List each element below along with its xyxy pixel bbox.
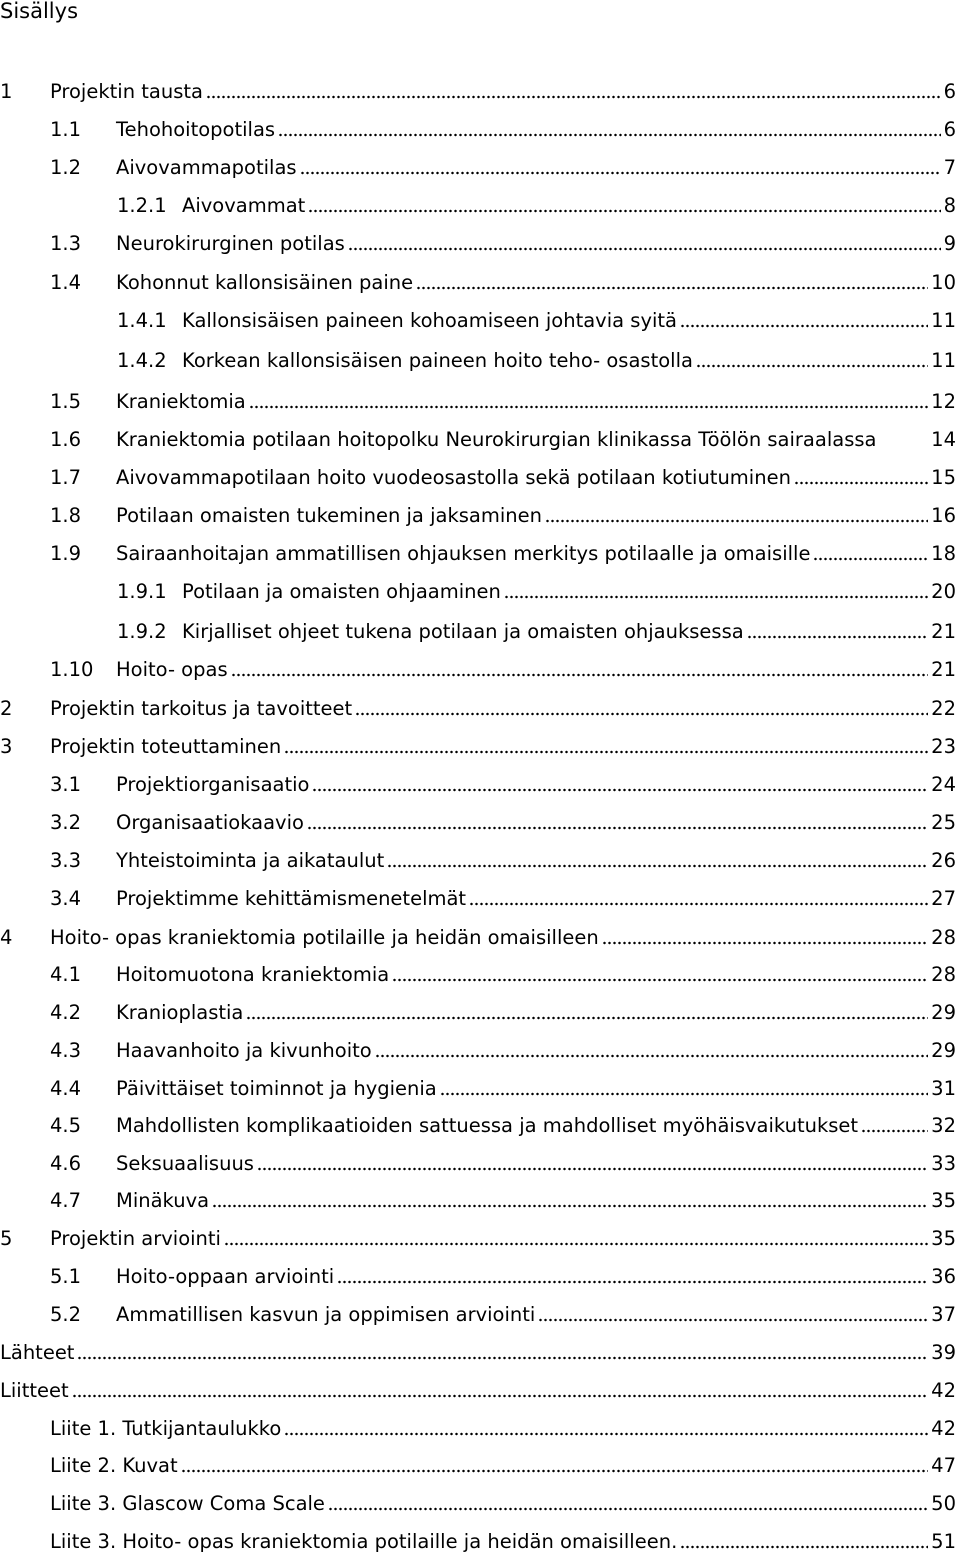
toc-dot-leader (348, 247, 941, 251)
toc-entry-page: 16 (931, 504, 956, 527)
toc-entry-title: Organisaatiokaavio (116, 811, 304, 834)
toc-entry-title: Kraniektomia (116, 390, 246, 413)
toc-entry-number: 1.10 (50, 658, 94, 681)
toc-entry-number: 4 (0, 926, 13, 949)
toc-dot-leader (308, 209, 940, 213)
toc-entry-title: Kallonsisäisen paineen kohoamiseen johtavia syitä (182, 309, 678, 332)
toc-dot-leader (77, 1356, 928, 1360)
toc-entry-page: 22 (931, 697, 956, 720)
toc-entry-page: 35 (931, 1227, 956, 1250)
toc-entry[interactable] (0, 734, 956, 760)
toc-entry[interactable] (50, 886, 956, 912)
toc-entry-page: 21 (931, 620, 956, 643)
toc-dot-leader (307, 826, 928, 830)
toc-entry-page: 29 (931, 1039, 956, 1062)
toc-dot-leader (212, 1204, 928, 1208)
toc-entry-number: 1.2.1 (117, 194, 167, 217)
toc-entry-title: Aivovammapotilas (116, 156, 297, 179)
toc-entry[interactable] (117, 193, 956, 219)
toc-entry-number: 1.8 (50, 504, 82, 527)
toc-entry-page: 11 (931, 309, 956, 332)
toc-dot-leader (416, 286, 928, 290)
toc-entry-number: 1.6 (50, 428, 82, 451)
toc-entry[interactable] (0, 1226, 956, 1252)
toc-entry[interactable] (50, 389, 956, 415)
toc-entry-number: 1.5 (50, 390, 82, 413)
toc-entry-title: Hoito- opas kraniektomia potilaille ja heidän omaisilleen (50, 926, 599, 949)
toc-entry-title: Ammatillisen kasvun ja oppimisen arviointi (116, 1303, 536, 1326)
toc-entry[interactable] (50, 1453, 956, 1479)
toc-entry-number: 5.2 (50, 1303, 82, 1326)
toc-entry-page: 15 (931, 466, 956, 489)
toc-entry-page: 27 (931, 887, 956, 910)
toc-entry-title: Neurokirurginen potilas (116, 232, 345, 255)
toc-entry-page: 11 (931, 349, 956, 372)
toc-entry-page: 12 (931, 390, 956, 413)
toc-dot-leader (206, 95, 941, 99)
toc-entry-number: 4.1 (50, 963, 82, 986)
toc-entry-page: 7 (943, 156, 956, 179)
toc-entry[interactable] (117, 308, 956, 334)
toc-entry-title: Hoito-oppaan arviointi (116, 1265, 335, 1288)
toc-entry-number: 3 (0, 735, 13, 758)
toc-entry-page: 20 (931, 580, 956, 603)
toc-dot-leader (284, 750, 928, 754)
toc-entry-number: 1.9.2 (117, 620, 167, 643)
toc-entry-page: 21 (931, 658, 956, 681)
toc-entry-page: 23 (931, 735, 956, 758)
toc-entry-title: Liite 1. Tutkijantaulukko (50, 1417, 282, 1440)
toc-entry[interactable] (50, 270, 956, 296)
toc-entry-title: Lähteet (0, 1341, 75, 1364)
toc-entry-page: 50 (931, 1492, 956, 1515)
toc-entry-title: Tehohoitopotilas (116, 118, 276, 141)
toc-entry-number: 3.3 (50, 849, 82, 872)
toc-dot-leader (545, 519, 928, 523)
toc-dot-leader (602, 941, 928, 945)
toc-entry-page: 47 (931, 1454, 956, 1477)
toc-entry-number: 1 (0, 80, 13, 103)
toc-dot-leader (278, 133, 941, 137)
toc-entry[interactable] (50, 1038, 956, 1064)
toc-entry[interactable] (50, 117, 956, 143)
toc-dot-leader (747, 635, 928, 639)
toc-dot-leader (328, 1507, 928, 1511)
toc-entry-page: 31 (931, 1077, 956, 1100)
toc-entry-page: 25 (931, 811, 956, 834)
toc-entry-number: 2 (0, 697, 13, 720)
toc-entry-title: Haavanhoito ja kivunhoito (116, 1039, 372, 1062)
toc-entry[interactable] (50, 962, 956, 988)
toc-entry-number: 4.5 (50, 1114, 82, 1137)
toc-entry-page: 8 (943, 194, 956, 217)
toc-entry-page: 26 (931, 849, 956, 872)
toc-entry[interactable] (0, 1378, 956, 1404)
toc-entry[interactable] (50, 1000, 956, 1026)
toc-dot-leader (469, 902, 928, 906)
toc-entry-page: 6 (943, 80, 956, 103)
toc-entry[interactable] (50, 1151, 956, 1177)
toc-entry-number: 4.2 (50, 1001, 82, 1024)
toc-entry[interactable] (50, 503, 956, 529)
toc-entry-page: 29 (931, 1001, 956, 1024)
toc-entry-number: 1.9 (50, 542, 82, 565)
toc-entry[interactable] (50, 1076, 956, 1102)
toc-entry[interactable] (50, 1302, 956, 1328)
toc-entry-number: 4.4 (50, 1077, 82, 1100)
toc-dot-leader (224, 1242, 928, 1246)
toc-entry-number: 1.7 (50, 466, 82, 489)
toc-entry-title: Kraniektomia potilaan hoitopolku Neurokirurgian klinikassa Töölön sairaalassa (116, 428, 877, 451)
toc-entry-title: Projektin tarkoitus ja tavoitteet (50, 697, 353, 720)
toc-entry-title: Projektin tausta (50, 80, 203, 103)
toc-dot-leader (504, 595, 928, 599)
toc-entry-title: Kranioplastia (116, 1001, 244, 1024)
toc-entry-page: 36 (931, 1265, 956, 1288)
toc-entry[interactable] (50, 1529, 956, 1555)
toc-entry-page: 42 (931, 1417, 956, 1440)
toc-entry[interactable] (50, 1188, 956, 1214)
toc-entry-number: 4.3 (50, 1039, 82, 1062)
toc-entry-title: Kirjalliset ohjeet tukena potilaan ja omaisten ohjauksessa (182, 620, 744, 643)
toc-entry-number: 1.2 (50, 156, 82, 179)
toc-dot-leader (181, 1469, 929, 1473)
toc-entry-page: 35 (931, 1189, 956, 1212)
toc-entry[interactable] (50, 657, 956, 683)
toc-entry-title: Projektimme kehittämismenetelmät (116, 887, 467, 910)
toc-entry-title: Minäkuva (116, 1189, 210, 1212)
toc-entry[interactable] (50, 231, 956, 257)
toc-entry-page: 39 (931, 1341, 956, 1364)
toc-entry-title: Liite 3. Hoito- opas kraniektomia potilaille ja heidän omaisilleen. (50, 1530, 678, 1553)
toc-dot-leader (440, 1092, 928, 1096)
toc-entry[interactable] (0, 1340, 956, 1366)
toc-entry-title: Potilaan omaisten tukeminen ja jaksaminen (116, 504, 542, 527)
toc-entry-title: Kohonnut kallonsisäinen paine (116, 271, 414, 294)
toc-entry-page: 6 (943, 118, 956, 141)
toc-dot-leader (249, 405, 928, 409)
toc-entry-page: 10 (931, 271, 956, 294)
toc-dot-leader (257, 1167, 928, 1171)
toc-entry-title: Aivovammapotilaan hoito vuodeosastolla sekä potilaan kotiutuminen (116, 466, 791, 489)
toc-entry[interactable] (50, 1113, 956, 1139)
toc-entry[interactable] (50, 465, 956, 491)
toc-entry-page: 33 (931, 1152, 956, 1175)
toc-entry-title: Aivovammat (182, 194, 306, 217)
toc-entry-title: Projektin toteuttaminen (50, 735, 282, 758)
toc-entry[interactable] (50, 541, 956, 567)
toc-dot-leader (813, 557, 928, 561)
toc-entry[interactable] (117, 579, 956, 605)
toc-entry[interactable] (50, 155, 956, 181)
toc-dot-leader (337, 1280, 928, 1284)
toc-entry[interactable] (50, 848, 956, 874)
toc-dot-leader (375, 1054, 928, 1058)
toc-dot-leader (879, 443, 928, 447)
toc-dot-leader (696, 364, 928, 368)
toc-dot-leader (355, 712, 928, 716)
toc-entry[interactable] (50, 427, 956, 453)
toc-entry-title: Potilaan ja omaisten ohjaaminen (182, 580, 501, 603)
toc-entry[interactable] (50, 772, 956, 798)
toc-entry[interactable] (117, 619, 956, 645)
toc-entry-title: Projektin arviointi (50, 1227, 221, 1250)
toc-entry-page: 28 (931, 963, 956, 986)
toc-entry-number: 1.4.2 (117, 349, 167, 372)
toc-entry-number: 3.2 (50, 811, 82, 834)
toc-entry-title: Liite 3. Glascow Coma Scale (50, 1492, 325, 1515)
toc-entry-page: 9 (943, 232, 956, 255)
toc-entry[interactable] (0, 925, 956, 951)
toc-entry-page: 37 (931, 1303, 956, 1326)
toc-dot-leader (231, 673, 929, 677)
toc-entry-page: 32 (931, 1114, 956, 1137)
toc-dot-leader (392, 978, 928, 982)
toc-entry-title: Sairaanhoitajan ammatillisen ohjauksen merkitys potilaalle ja omaisille (116, 542, 811, 565)
toc-entry-number: 3.1 (50, 773, 82, 796)
toc-entry[interactable] (50, 810, 956, 836)
toc-entry[interactable] (50, 1416, 956, 1442)
toc-entry-title: Mahdollisten komplikaatioiden sattuessa ja mahdolliset myöhäisvaikutukset (116, 1114, 859, 1137)
toc-dot-leader (861, 1129, 928, 1133)
toc-entry-page: 14 (931, 428, 956, 451)
toc-entry-page: 51 (931, 1530, 956, 1553)
toc-dot-leader (794, 481, 928, 485)
toc-entry-number: 1.3 (50, 232, 82, 255)
toc-entry[interactable] (0, 79, 956, 105)
toc-entry-page: 18 (931, 542, 956, 565)
toc-entry-number: 4.6 (50, 1152, 82, 1175)
toc-entry-title: Päivittäiset toiminnot ja hygienia (116, 1077, 437, 1100)
toc-entry-page: 24 (931, 773, 956, 796)
toc-dot-leader (300, 171, 941, 175)
toc-dot-leader (680, 324, 928, 328)
toc-dot-leader (246, 1016, 928, 1020)
toc-entry-title: Hoitomuotona kraniektomia (116, 963, 390, 986)
toc-entry[interactable] (0, 696, 956, 722)
toc-entry-number: 1.1 (50, 118, 82, 141)
toc-entry-title: Yhteistoiminta ja aikataulut (116, 849, 385, 872)
toc-entry-title: Seksuaalisuus (116, 1152, 254, 1175)
toc-dot-leader (284, 1432, 928, 1436)
toc-dot-leader (538, 1318, 928, 1322)
toc-entry[interactable] (50, 1264, 956, 1290)
toc-entry-title: Projektiorganisaatio (116, 773, 310, 796)
toc-entry-title: Hoito- opas (116, 658, 228, 681)
toc-entry-number: 1.9.1 (117, 580, 167, 603)
toc-entry-number: 5 (0, 1227, 13, 1250)
toc-entry-number: 1.4.1 (117, 309, 167, 332)
toc-entry-number: 3.4 (50, 887, 82, 910)
toc-entry[interactable] (117, 348, 956, 374)
toc-entry[interactable] (50, 1491, 956, 1517)
toc-entry-page: 42 (931, 1379, 956, 1402)
toc-entry-title: Korkean kallonsisäisen paineen hoito teho- osastolla (182, 349, 693, 372)
toc-entry-number: 1.4 (50, 271, 82, 294)
toc-entry-page: 28 (931, 926, 956, 949)
toc-entry-title: Liitteet (0, 1379, 69, 1402)
toc-entry-number: 4.7 (50, 1189, 82, 1212)
toc-entry-title: Liite 2. Kuvat (50, 1454, 178, 1477)
toc-dot-leader (312, 788, 928, 792)
page-title: Sisällys (0, 0, 79, 23)
toc-dot-leader (680, 1545, 928, 1549)
toc-dot-leader (72, 1394, 929, 1398)
toc-entry-number: 5.1 (50, 1265, 82, 1288)
toc-dot-leader (387, 864, 928, 868)
